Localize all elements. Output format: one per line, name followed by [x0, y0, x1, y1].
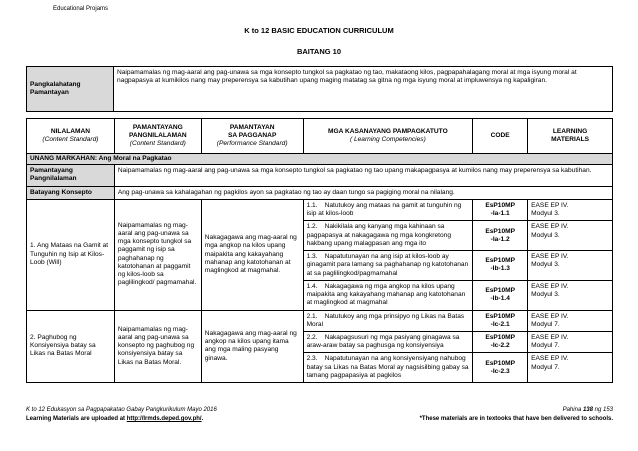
curriculum-table	[26, 118, 613, 383]
competency-code	[473, 251, 528, 281]
competency-number: 1.3.	[306, 253, 318, 261]
competency-code	[473, 199, 528, 220]
competency-text: Nakagagawa ng mga angkop na kilos upang maipakita ang kakayahang mahanap ang katotohanan at maglingkod at magmahal	[306, 282, 466, 307]
competency	[303, 331, 473, 352]
header-text: MATERIALS	[551, 136, 590, 143]
label-line: Pangkalahatang	[30, 80, 81, 88]
code-line: EsP10MP	[485, 227, 516, 235]
label-line: Pamantayan	[30, 89, 69, 96]
upload-prefix: Learning Materials are uploaded at	[26, 416, 127, 422]
key-concept-text: Ang pag-unawa sa kahalagahan ng pagkilos ayon sa pagkatao ng tao ay daan tungo sa pagiging moral na nilalang.	[114, 186, 612, 199]
topic-content: 2. Paghubog ng Konsiyensiya batay sa Likas na Batas Moral	[27, 310, 115, 383]
material-line: Modyul 3.	[531, 261, 560, 269]
code-line: -Ib-1.4	[490, 295, 510, 303]
header-text: PAMANTAYAN	[229, 123, 275, 131]
grade-title: BAITANG 10	[296, 47, 342, 56]
header-subtext: (Content Standard)	[129, 140, 186, 148]
competency-code	[473, 310, 528, 331]
header-performance-standard	[201, 119, 303, 154]
code-line: -Ic-2.2	[490, 342, 510, 350]
competency-text: Napatutunayan na ang isip at kilos-loob ay ginagamit para lamang sa paghahanap ng katotohanan at sa paglilingkod/pagmamahal	[306, 253, 469, 277]
code-line: EsP10MP	[485, 359, 516, 367]
competency-text: Nakikilala ang kanyang mga kahinaan sa pagpapasya at nakagagawa ng mga kongkretong hakbang upang malagpasan ang mga ito	[306, 223, 452, 247]
code-line: -Ib-1.3	[490, 265, 510, 273]
competency-text: Natutukoy ang mga prinsipyo ng Likas na Batas Moral	[306, 312, 465, 328]
material-line: EASE EP IV.	[531, 253, 569, 261]
competency	[303, 353, 473, 383]
competency-number: 1.1.	[306, 201, 318, 209]
topic-performance-standard: Nakagagawa ang mag-aaral ng angkop na kilos upang itama ang mga maling pasyang ginawa.	[201, 310, 303, 383]
material-line: Modyul 7.	[531, 320, 560, 328]
competency	[303, 251, 473, 281]
header-content	[27, 119, 115, 154]
competency-number: 2.1.	[306, 312, 318, 320]
footer-line-1	[26, 407, 613, 416]
material-line: EASE EP IV.	[531, 223, 569, 231]
material-line: Modyul 7.	[531, 363, 560, 371]
footer-delivery-note: *These materials are in textooks that have ben delivered to schools.	[419, 416, 613, 422]
learning-material	[528, 310, 613, 331]
learning-material	[528, 221, 613, 251]
code-line: EsP10MP	[485, 333, 516, 341]
header-materials	[528, 119, 613, 154]
learning-material	[528, 331, 613, 352]
competency-code	[473, 221, 528, 251]
material-line: EASE EP IV.	[531, 355, 569, 363]
header-text: PANGNILALAMAN	[128, 131, 187, 139]
header-text: PAMANTAYANG	[132, 123, 183, 131]
page-mid: ng	[592, 407, 603, 413]
competency-number: 1.2.	[306, 223, 318, 231]
topic-content-standard: Naipamamalas ng mag-aaral ang pag-unawa sa konsepto ng paghubog ng konsiyensiya batay sa Likas na Batas Moral.	[114, 310, 201, 383]
header-subtext: (Performance Standard)	[216, 140, 288, 148]
competency-code	[473, 331, 528, 352]
header-code: CODE	[473, 119, 528, 154]
header-text: NILALAMAN	[50, 127, 91, 135]
header-text: SA PAGGANAP	[227, 131, 277, 139]
curriculum-title: K to 12 BASIC EDUCATION CURRICULUM	[244, 26, 394, 35]
header-text: MGA KASANAYANG PAMPAGKATUTO	[328, 127, 448, 135]
table-header-row	[27, 119, 613, 154]
code-line: EsP10MP	[485, 257, 516, 265]
footer-upload-note	[26, 416, 203, 422]
code-line: EsP10MP	[485, 312, 516, 320]
unit-title-row	[27, 154, 613, 165]
competency-code	[473, 353, 528, 383]
header-content-standard	[114, 119, 201, 154]
page-number: 138	[582, 407, 593, 413]
page-prefix: Pahina	[562, 407, 583, 413]
page-total: 153	[602, 407, 613, 413]
competency	[303, 280, 473, 310]
table-row	[27, 310, 613, 331]
upload-suffix: .	[201, 416, 204, 422]
competency	[303, 310, 473, 331]
unit-standard-row	[27, 165, 613, 186]
learning-material	[528, 199, 613, 220]
competency-number: 2.2.	[306, 333, 318, 341]
lrmds-link[interactable]: http://lrmds.deped.gov.ph/	[126, 416, 202, 422]
footer-page	[563, 407, 613, 413]
unit-standard-text: Naipamamalas ng mag-aaral ang pag-unawa sa mga konsepto tungkol sa pagkatao ng tao upang makapagpasya at kumilos nang may preperensya sa kabutihan.	[114, 165, 612, 186]
topic-performance-standard: Nakagagawa ang mag-aaral ng mga angkop na kilos upang maipakita ang kakayahang mahanap ang katotohanan at maglingkod at magmahal.	[201, 199, 303, 310]
learning-material	[528, 251, 613, 281]
header-text: LEARNING	[552, 127, 588, 135]
material-line: Modyul 3.	[531, 210, 560, 218]
material-line: EASE EP IV.	[531, 282, 569, 290]
competency-number: 2.3.	[306, 355, 318, 363]
code-line: -Ic-2.1	[490, 320, 510, 328]
material-line: Modyul 7.	[531, 342, 560, 350]
overall-standard-table	[26, 66, 613, 112]
learning-material	[528, 280, 613, 310]
key-concept-row	[27, 186, 613, 199]
learning-material	[528, 353, 613, 383]
material-line: EASE EP IV.	[531, 312, 569, 320]
competency	[303, 199, 473, 220]
code-line: -Ia-1.1	[490, 210, 510, 218]
label-line: Pangnilalaman	[30, 175, 77, 183]
code-line: EsP10MP	[485, 201, 516, 209]
topic-content: 1. Ang Mataas na Gamit at Tunguhin ng Isip at Kilos-Loob (Will)	[27, 199, 115, 310]
code-line: -Ia-1.2	[490, 235, 510, 243]
table-row	[27, 199, 613, 220]
material-line: Modyul 3.	[531, 291, 560, 299]
competency-text: Napatutunayan na ang konsiyensiyang nahubog batay sa Likas na Batas Moral ay nagsisilbing gabay sa tamang pagpapasiya at pagkilos	[306, 355, 469, 379]
topic-content-standard: Naipamamalas ng mag-aaral ang pag-unawa sa mga konsepto tungkol sa paggamit ng isip sa paghahanap ng katotohanan at paggamit ng kilos-loob sa paglilingkod/ pagmamahal.	[114, 199, 201, 310]
footer-guide: K to 12 Edukasyon sa Pagpapakatao Gabay Pangkurikulum Mayo 2016	[26, 407, 217, 413]
material-line: EASE EP IV.	[531, 333, 569, 341]
competency-text: Natutukoy ang mataas na gamit at tunguhin ng isip at kilos-loob	[306, 201, 462, 218]
header-subtext: (Content Standard)	[42, 136, 99, 143]
material-line: Modyul 3.	[531, 231, 560, 239]
header-subtext: ( Learning Competencies)	[349, 136, 426, 143]
overall-standard-text: Naipamamalas ng mag-aaral ang pag-unawa sa mga konsepto tungkol sa pagkatao ng tao, makataong kilos, pagpapahalagang moral at mga isyung moral at nagpapasya at kumikilos nang may preperensya sa kabutihan upang maging matatag sa gitna ng mga isyung moral at impluwensya ng kapaligiran.	[114, 67, 613, 112]
overall-standard-label	[27, 67, 114, 112]
code-line: EsP10MP	[485, 286, 516, 294]
competency	[303, 221, 473, 251]
key-concept-label: Batayang Konsepto	[27, 186, 115, 199]
material-line: EASE EP IV.	[531, 201, 569, 209]
competency-number: 1.4.	[306, 282, 318, 290]
unit-title: UNANG MARKAHAN: Ang Moral na Pagkatao	[27, 154, 613, 165]
competency-text: Nakapagsusuri ng mga pasiyang ginagawa sa araw-araw batay sa paghusga ng konsiyensiya	[306, 333, 460, 350]
org-name: Educational Projams	[53, 6, 109, 12]
code-line: -Ic-2.3	[490, 367, 510, 375]
competency-code	[473, 280, 528, 310]
footer-line-2	[26, 416, 613, 425]
label-line: Pamantayang	[30, 167, 73, 175]
unit-standard-label	[27, 165, 115, 186]
header-competencies	[303, 119, 473, 154]
